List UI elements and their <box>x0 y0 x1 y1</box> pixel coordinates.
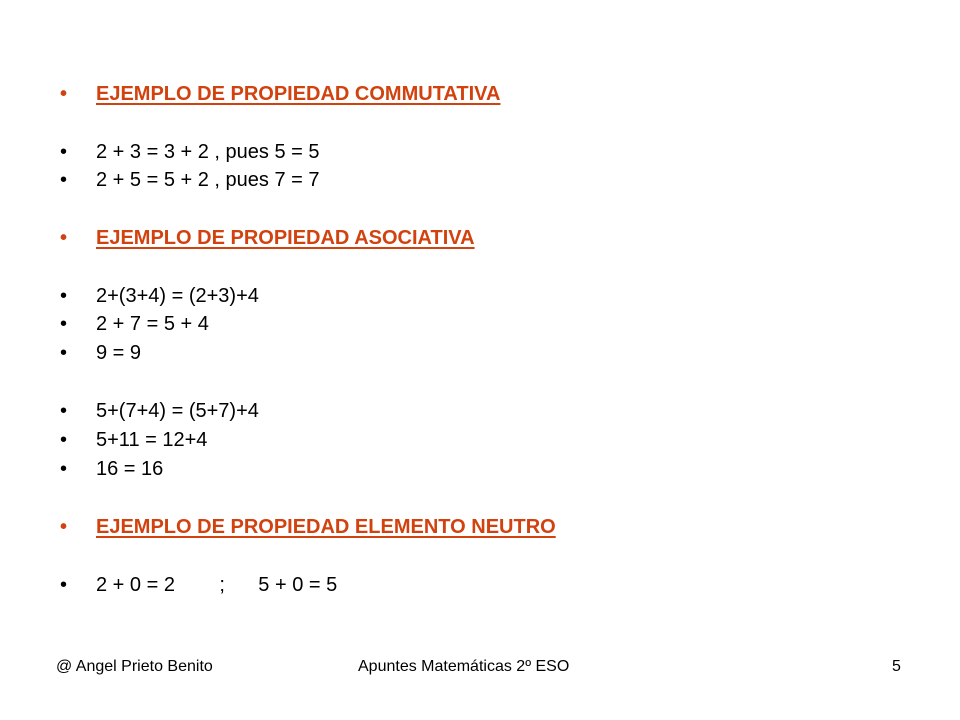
list-item <box>60 165 320 195</box>
item-text: 2 + 5 = 5 + 2 , pues 7 = 7 <box>96 169 320 191</box>
list-item <box>60 425 207 455</box>
bullet-icon: • <box>60 400 68 422</box>
list-item <box>60 309 209 339</box>
item-text: 2+(3+4) = (2+3)+4 <box>96 285 259 307</box>
item-text: 16 = 16 <box>96 458 164 480</box>
item-text: 5+11 = 12+4 <box>96 429 208 451</box>
bullet-icon: • <box>60 516 68 538</box>
bullet-icon: • <box>60 342 68 364</box>
bullet-icon: • <box>60 141 68 163</box>
list-item <box>60 137 320 167</box>
heading-neutral-element <box>60 512 556 542</box>
bullet-icon: • <box>60 83 68 105</box>
heading-commutative <box>60 79 500 109</box>
bullet-icon: • <box>60 574 68 596</box>
footer-author: @ Angel Prieto Benito <box>56 658 213 675</box>
bullet-icon: • <box>60 227 68 249</box>
footer-course: Apuntes Matemáticas 2º ESO <box>358 658 570 675</box>
bullet-icon: • <box>60 313 68 335</box>
heading-text: EJEMPLO DE PROPIEDAD ELEMENTO NEUTRO <box>96 516 556 538</box>
footer-page-number: 5 <box>892 658 901 675</box>
item-text: 5+(7+4) = (5+7)+4 <box>96 400 259 422</box>
heading-associative <box>60 223 475 253</box>
bullet-icon: • <box>60 458 68 480</box>
item-text: 9 = 9 <box>96 342 142 364</box>
item-text: 2 + 7 = 5 + 4 <box>96 313 209 335</box>
list-item <box>60 570 337 600</box>
heading-text: EJEMPLO DE PROPIEDAD COMMUTATIVA <box>96 83 501 105</box>
bullet-icon: • <box>60 285 68 307</box>
list-item <box>60 454 163 484</box>
list-item <box>60 396 259 426</box>
item-text: 2 + 3 = 3 + 2 , pues 5 = 5 <box>96 141 320 163</box>
list-item <box>60 281 259 311</box>
bullet-icon: • <box>60 429 68 451</box>
item-text: 2 + 0 = 2 ; 5 + 0 = 5 <box>96 574 338 596</box>
bullet-icon: • <box>60 169 68 191</box>
list-item <box>60 338 141 368</box>
heading-text: EJEMPLO DE PROPIEDAD ASOCIATIVA <box>96 227 475 249</box>
